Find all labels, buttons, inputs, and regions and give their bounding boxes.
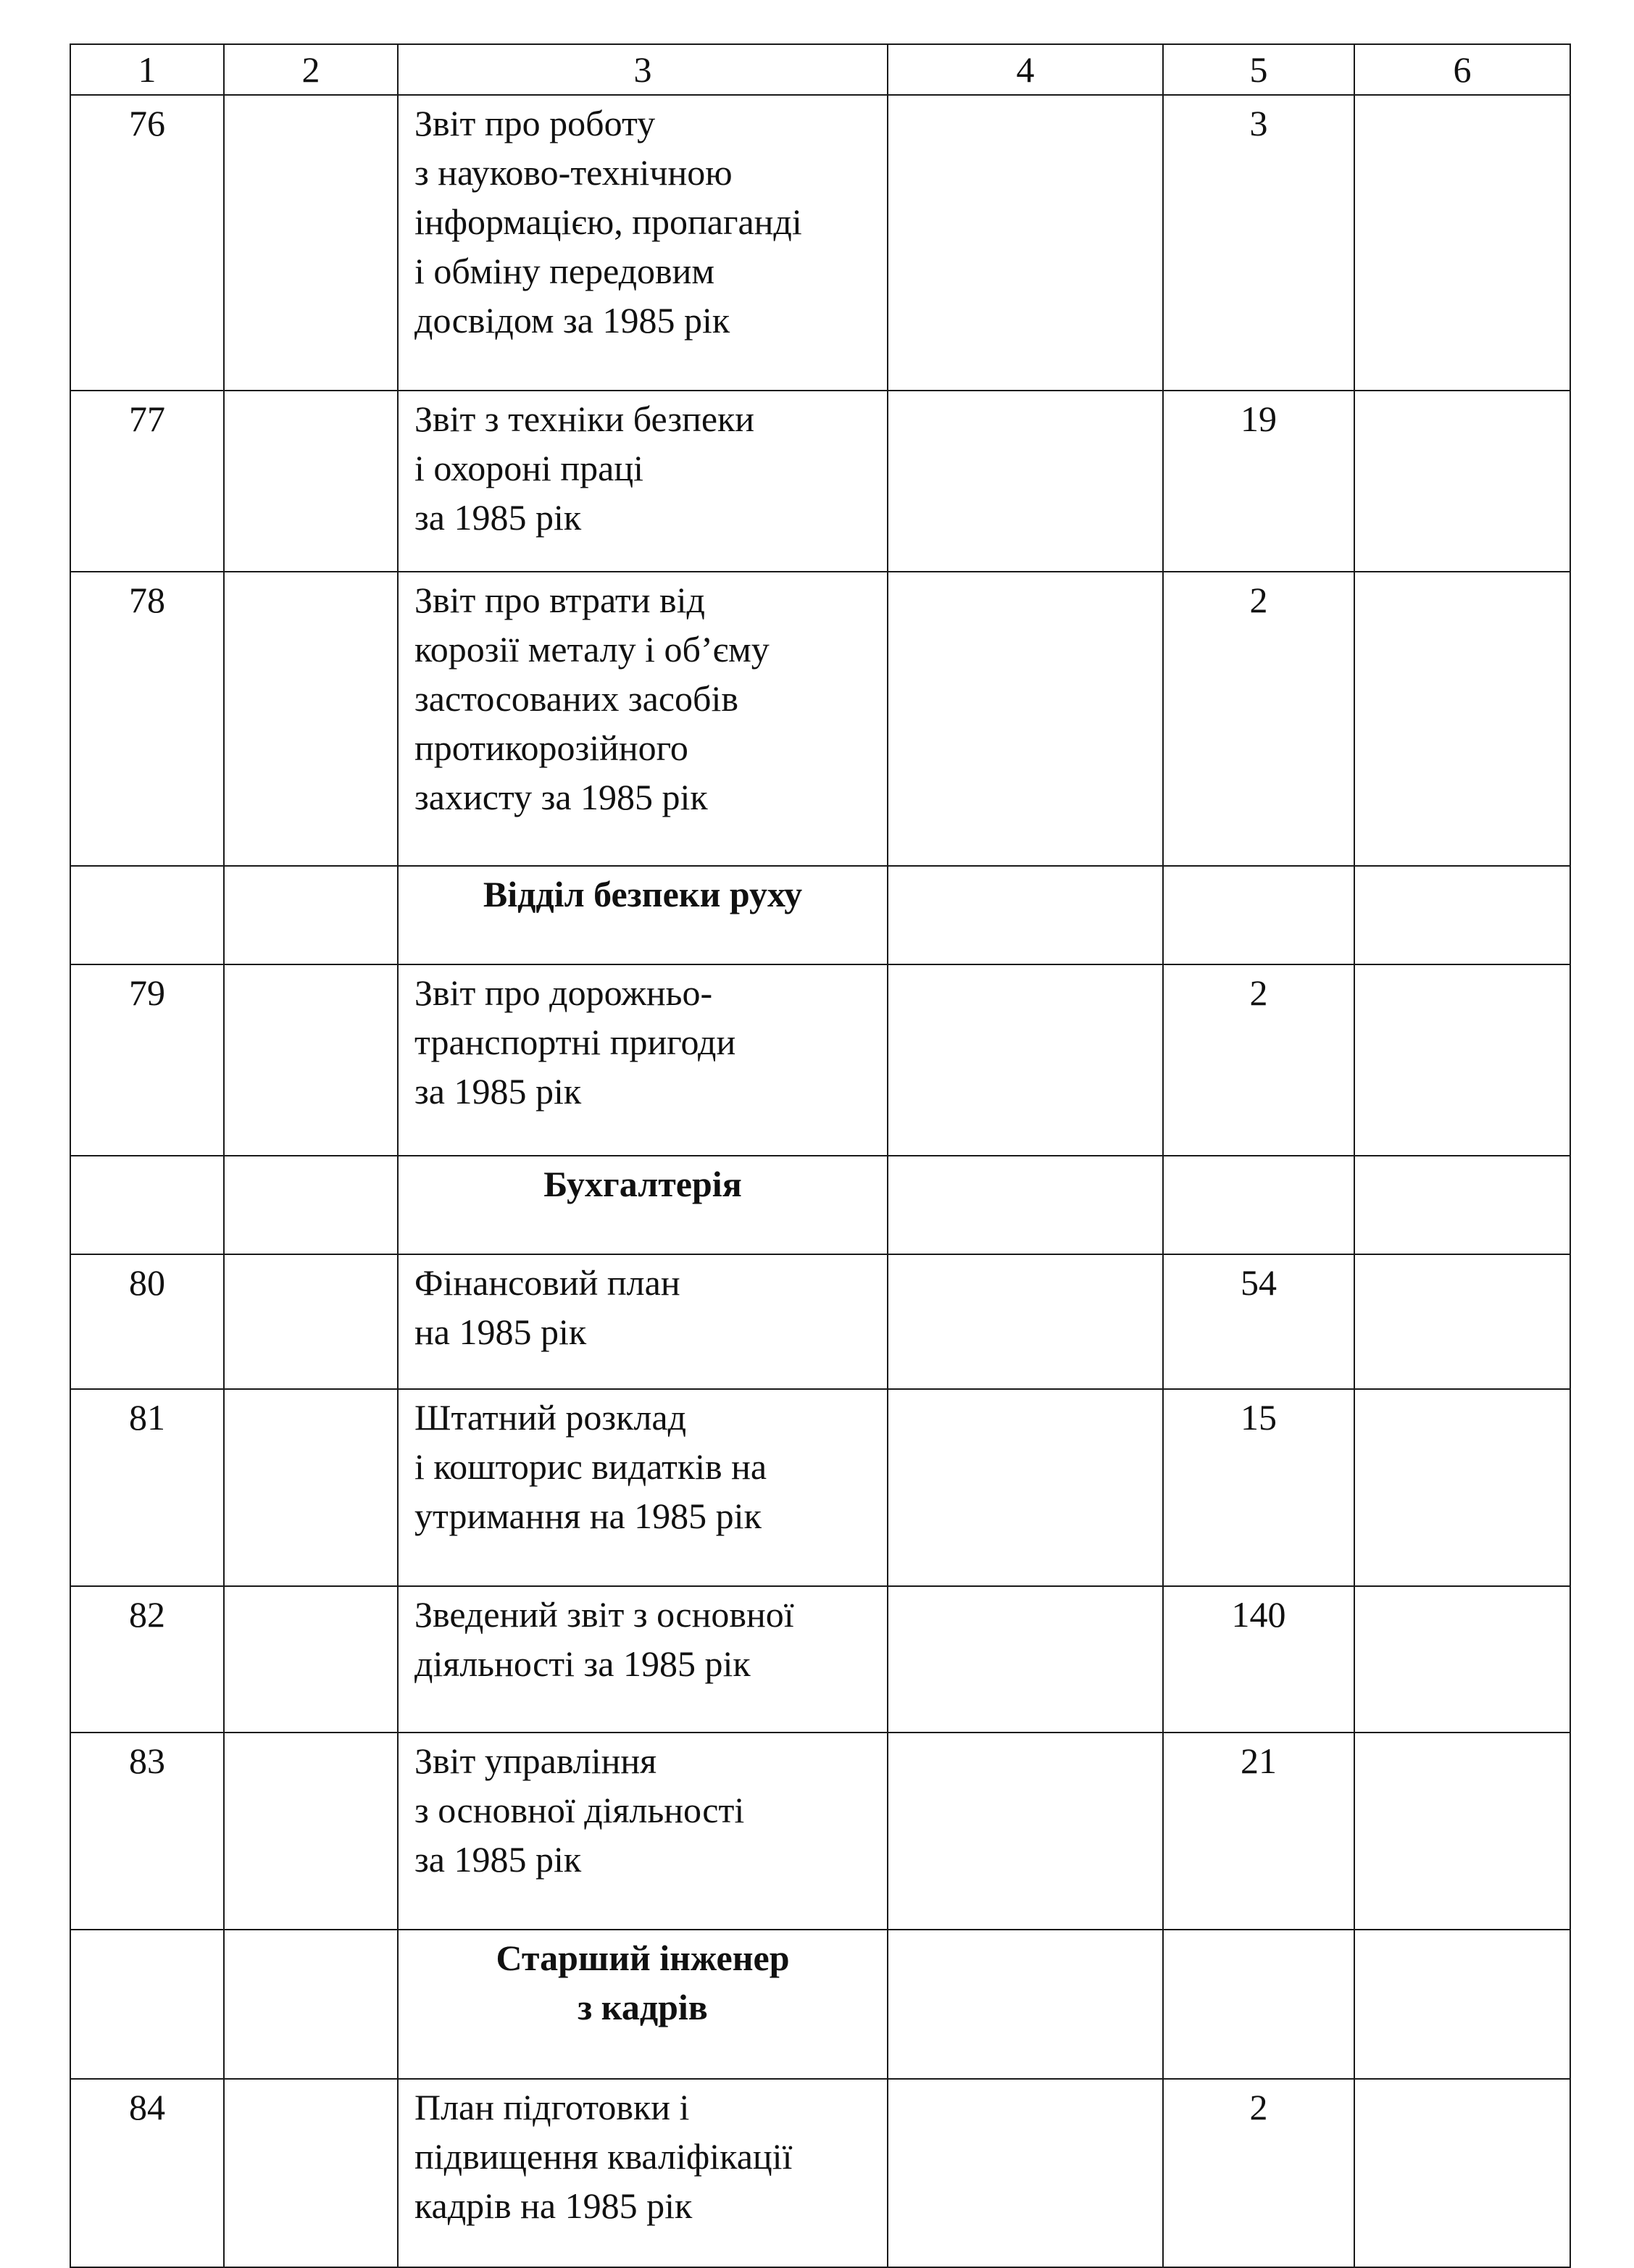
empty-cell [888, 2079, 1163, 2267]
table-row [70, 391, 1570, 572]
item-title: Штатний розклад і кошторис видатків на утримання на 1985 рік [398, 1389, 888, 1586]
table-row [70, 95, 1570, 391]
empty-cell [224, 1586, 398, 1733]
column-number-row [70, 44, 1570, 95]
table-row [70, 1733, 1570, 1930]
empty-cell [888, 1389, 1163, 1586]
item-number: 77 [70, 391, 224, 572]
item-title: Звіт управління з основної діяльності за 1985 рік [398, 1733, 888, 1930]
empty-cell [1163, 866, 1354, 964]
inventory-table [70, 43, 1571, 2268]
sheet-count: 2 [1163, 2079, 1354, 2267]
empty-cell [1163, 1930, 1354, 2079]
section-heading: Відділ безпеки руху [398, 866, 888, 964]
item-title: План підготовки і підвищення кваліфікації кадрів на 1985 рік [398, 2079, 888, 2267]
empty-cell [1354, 1389, 1570, 1586]
empty-cell [888, 572, 1163, 866]
empty-cell [1354, 1733, 1570, 1930]
empty-cell [1354, 866, 1570, 964]
empty-cell [1354, 95, 1570, 391]
table-row [70, 2079, 1570, 2267]
table-row [70, 572, 1570, 866]
item-title: Звіт про втрати від корозії металу і об’єму застосованих засобів протикорозійного захисту за 1985 рік [398, 572, 888, 866]
column-number: 3 [398, 44, 888, 95]
empty-cell [224, 964, 398, 1156]
item-number: 80 [70, 1254, 224, 1389]
section-row [70, 866, 1570, 964]
empty-cell [224, 1930, 398, 2079]
table-row [70, 964, 1570, 1156]
sheet-count: 140 [1163, 1586, 1354, 1733]
item-number: 79 [70, 964, 224, 1156]
empty-cell [1354, 572, 1570, 866]
column-number: 5 [1163, 44, 1354, 95]
empty-cell [224, 1389, 398, 1586]
empty-cell [1354, 1930, 1570, 2079]
empty-cell [70, 1930, 224, 2079]
item-title: Звіт про роботу з науково-технічною інформацією, пропаганді і обміну передовим досвідом за 1985 рік [398, 95, 888, 391]
section-heading: Бухгалтерія [398, 1156, 888, 1254]
item-number: 82 [70, 1586, 224, 1733]
column-number: 4 [888, 44, 1163, 95]
empty-cell [1354, 391, 1570, 572]
table-row [70, 1389, 1570, 1586]
empty-cell [224, 866, 398, 964]
sheet-count: 19 [1163, 391, 1354, 572]
empty-cell [224, 1156, 398, 1254]
empty-cell [888, 1254, 1163, 1389]
empty-cell [888, 964, 1163, 1156]
empty-cell [1354, 1156, 1570, 1254]
empty-cell [224, 95, 398, 391]
sheet-count: 54 [1163, 1254, 1354, 1389]
sheet-count: 2 [1163, 964, 1354, 1156]
empty-cell [1163, 1156, 1354, 1254]
empty-cell [888, 1930, 1163, 2079]
table-row [70, 1586, 1570, 1733]
empty-cell [1354, 1586, 1570, 1733]
section-row [70, 1156, 1570, 1254]
item-title: Фінансовий план на 1985 рік [398, 1254, 888, 1389]
sheet-count: 15 [1163, 1389, 1354, 1586]
item-number: 81 [70, 1389, 224, 1586]
item-number: 84 [70, 2079, 224, 2267]
column-number: 2 [224, 44, 398, 95]
item-title: Звіт з техніки безпеки і охороні праці за 1985 рік [398, 391, 888, 572]
item-title: Звіт про дорожньо- транспортні пригоди за 1985 рік [398, 964, 888, 1156]
empty-cell [888, 1733, 1163, 1930]
empty-cell [224, 391, 398, 572]
table-row [70, 1254, 1570, 1389]
empty-cell [224, 1254, 398, 1389]
empty-cell [888, 95, 1163, 391]
item-number: 78 [70, 572, 224, 866]
empty-cell [888, 1156, 1163, 1254]
column-number: 6 [1354, 44, 1570, 95]
sheet-count: 2 [1163, 572, 1354, 866]
empty-cell [1354, 2079, 1570, 2267]
item-number: 83 [70, 1733, 224, 1930]
empty-cell [1354, 964, 1570, 1156]
empty-cell [888, 391, 1163, 572]
section-row [70, 1930, 1570, 2079]
empty-cell [888, 1586, 1163, 1733]
empty-cell [70, 866, 224, 964]
sheet-count: 21 [1163, 1733, 1354, 1930]
empty-cell [224, 1733, 398, 1930]
sheet-count: 3 [1163, 95, 1354, 391]
empty-cell [224, 2079, 398, 2267]
section-heading: Старший інженер з кадрів [398, 1930, 888, 2079]
empty-cell [224, 572, 398, 866]
empty-cell [888, 866, 1163, 964]
item-number: 76 [70, 95, 224, 391]
item-title: Зведений звіт з основної діяльності за 1985 рік [398, 1586, 888, 1733]
empty-cell [1354, 1254, 1570, 1389]
column-number: 1 [70, 44, 224, 95]
empty-cell [70, 1156, 224, 1254]
